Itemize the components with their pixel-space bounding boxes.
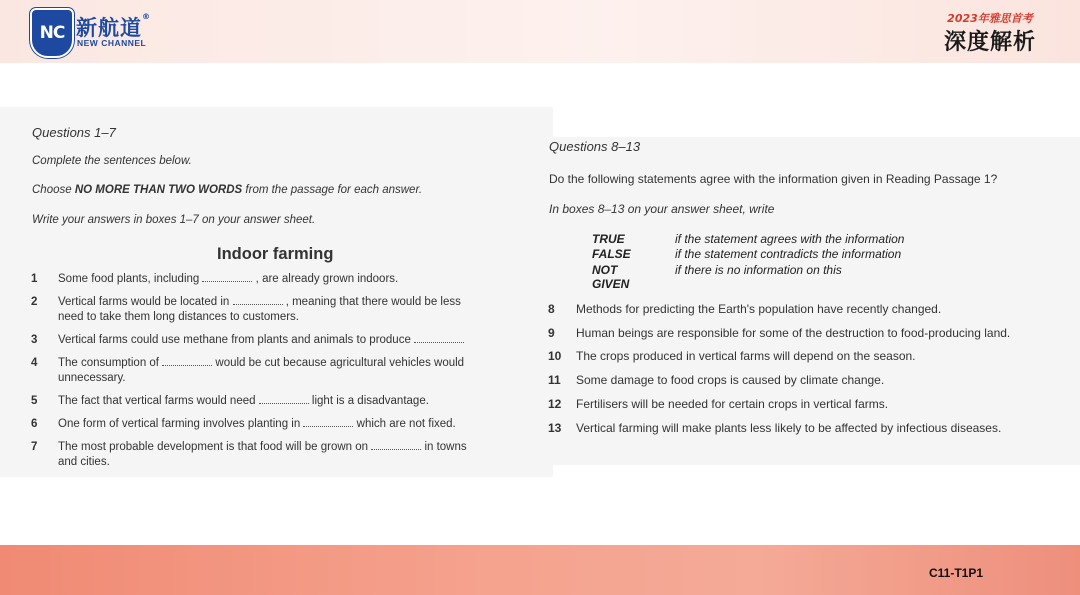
badge-title: 深度解析 — [943, 30, 1036, 55]
header-bar — [0, 0, 1080, 63]
shield-logo-icon: NC — [30, 8, 74, 58]
footer-bar — [0, 545, 1080, 595]
instruction-agree: Do the following statements agree with the information given in Reading Passage 1? — [549, 172, 998, 186]
instruction-complete: Complete the sentences below. — [32, 155, 192, 167]
brand-name-en: NEW CHANNEL — [77, 38, 147, 48]
instruction-boxes: In boxes 8–13 on your answer sheet, write — [549, 202, 775, 216]
questions-8-13-title: Questions 8–13 — [549, 139, 641, 154]
instruction-choose: Choose NO MORE THAN TWO WORDS from the passage for each answer. — [32, 184, 423, 196]
questions-1-7-title: Questions 1–7 — [32, 125, 116, 140]
section-heading: Indoor farming — [217, 245, 334, 263]
exam-analysis-badge — [944, 10, 1036, 56]
questions-8-13-panel — [538, 137, 1080, 465]
brand-name-cn: 新航道® — [76, 12, 151, 40]
test-code: C11-T1P1 — [928, 566, 983, 580]
instruction-write: Write your answers in boxes 1–7 on your answer sheet. — [32, 214, 316, 226]
badge-subtitle: 2023年雅思首考 — [947, 12, 1033, 25]
new-channel-logo — [30, 8, 160, 54]
